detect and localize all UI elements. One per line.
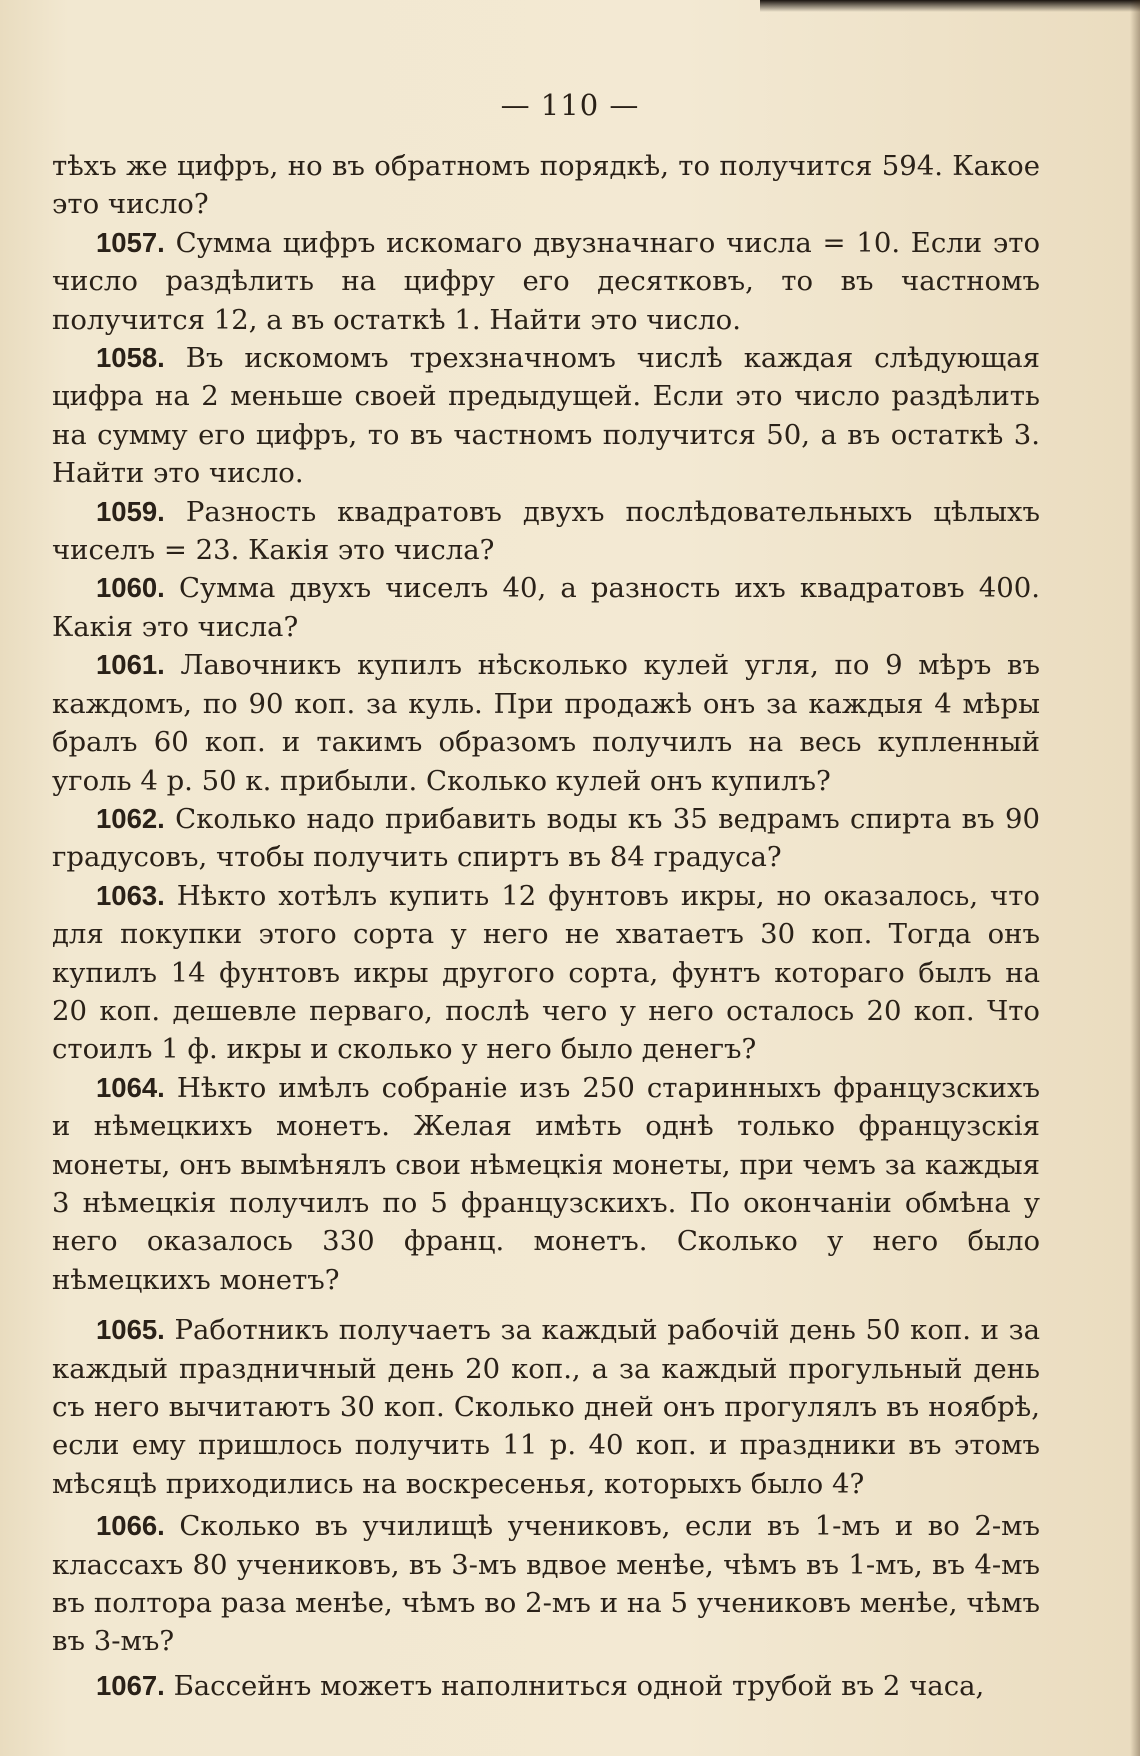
problem-text: Сколько въ училищѣ учениковъ, если въ 1-мъ и во 2-мъ классахъ 80 учениковъ, въ 3-мъ вдвое менѣе, чѣмъ въ 1-мъ, въ 4-мъ въ полтора раза менѣе, чѣмъ во 2-мъ и на 5 учениковъ менѣе, чѣмъ въ 3-мъ? (52, 1510, 1040, 1658)
problem-number: 1067. (96, 1669, 165, 1701)
problem-text: Лавочникъ купилъ нѣсколько кулей угля, по 9 мѣръ въ каждомъ, по 90 коп. за куль. При продажѣ онъ за каждыя 4 мѣры бралъ 60 коп. и такимъ образомъ получилъ на весь купленный уголь 4 р. 50 к. прибыли. Сколько кулей онъ купилъ? (52, 649, 1040, 797)
problem-number: 1063. (96, 879, 165, 911)
scan-top-shadow (760, 0, 1140, 12)
problem-number: 1057. (96, 226, 165, 258)
problem-text: Нѣкто хотѣлъ купить 12 фунтовъ икры, но оказалось, что для покупки этого сорта у него не хватаетъ 30 коп. Тогда онъ купилъ 14 фунтовъ икры другого сорта, фунтъ котораго былъ на 20 коп. дешевле перваго, послѣ чего у него осталось 20 коп. Что стоилъ 1 ф. икры и сколько у него было денегъ? (52, 879, 1040, 1066)
problem-text: Сумма цифръ искомаго двузначнаго числа = 10. Если это число раздѣлить на цифру его десятковъ, то въ частномъ получится 12, а въ остаткѣ 1. Найти это число. (52, 226, 1040, 336)
problem-1058 (52, 339, 1040, 493)
problem-text: Въ искомомъ трехзначномъ числѣ каждая слѣдующая цифра на 2 меньше своей предыдущей. Если это число раздѣлить на сумму его цифръ, то въ частномъ получится 50, а въ остаткѣ 3. Найти это число. (52, 342, 1040, 490)
problem-number: 1062. (96, 802, 165, 834)
problem-1063 (52, 877, 1040, 1069)
problem-text: Разность квадратовъ двухъ послѣдовательныхъ цѣлыхъ чиселъ = 23. Какія это числа? (52, 495, 1040, 567)
problem-text: Сколько надо прибавить воды къ 35 ведрамъ спирта въ 90 градусовъ, чтобы получить спиртъ въ 84 градуса? (52, 802, 1040, 874)
problem-1064 (52, 1069, 1040, 1299)
problem-1060 (52, 569, 1040, 646)
problem-number: 1065. (96, 1314, 165, 1346)
problem-continuation (52, 147, 1040, 224)
problem-number: 1059. (96, 495, 165, 527)
problem-1057 (52, 224, 1040, 339)
problem-text: тѣхъ же цифръ, но въ обратномъ порядкѣ, то получится 594. Какое это число? (52, 150, 1040, 221)
problem-1062 (52, 800, 1040, 877)
problem-number: 1060. (96, 572, 165, 604)
page-text (52, 147, 1040, 1705)
problem-1067 (52, 1667, 1040, 1705)
problem-1059 (52, 493, 1040, 570)
problem-number: 1058. (96, 342, 165, 374)
problem-1065 (52, 1311, 1040, 1503)
problem-number: 1061. (96, 649, 165, 681)
problem-text: Работникъ получаетъ за каждый рабочій день 50 коп. и за каждый праздничный день 20 коп., а за каждый прогульный день съ него вычитаютъ 30 коп. Сколько дней онъ прогулялъ въ ноябрѣ, если ему пришлось получить 11 р. 40 коп. и праздники въ этомъ мѣсяцѣ приходились на воскресенья, которыхъ было 4? (52, 1314, 1040, 1500)
problem-text: Нѣкто имѣлъ собраніе изъ 250 старинныхъ французскихъ и нѣмецкихъ монетъ. Желая имѣть однѣ только французскія монеты, онъ вымѣнялъ свои нѣмецкія монеты, при чемъ за каждыя 3 нѣмецкія получилъ по 5 французскихъ. По окончаніи обмѣна у него оказалось 330 франц. монетъ. Сколько у него было нѣмецкихъ монетъ? (52, 1071, 1040, 1296)
problem-1061 (52, 646, 1040, 800)
scan-right-shadow (1130, 0, 1140, 1756)
problem-number: 1064. (96, 1071, 165, 1103)
problem-text: Сумма двухъ чиселъ 40, а разность ихъ квадратовъ 400. Какія это числа? (52, 572, 1040, 643)
problem-text: Бассейнъ можетъ наполниться одной трубой въ 2 часа, (164, 1669, 985, 1702)
problem-1066 (52, 1507, 1040, 1661)
page-number: — 110 — (500, 88, 640, 122)
problem-number: 1066. (96, 1510, 165, 1542)
